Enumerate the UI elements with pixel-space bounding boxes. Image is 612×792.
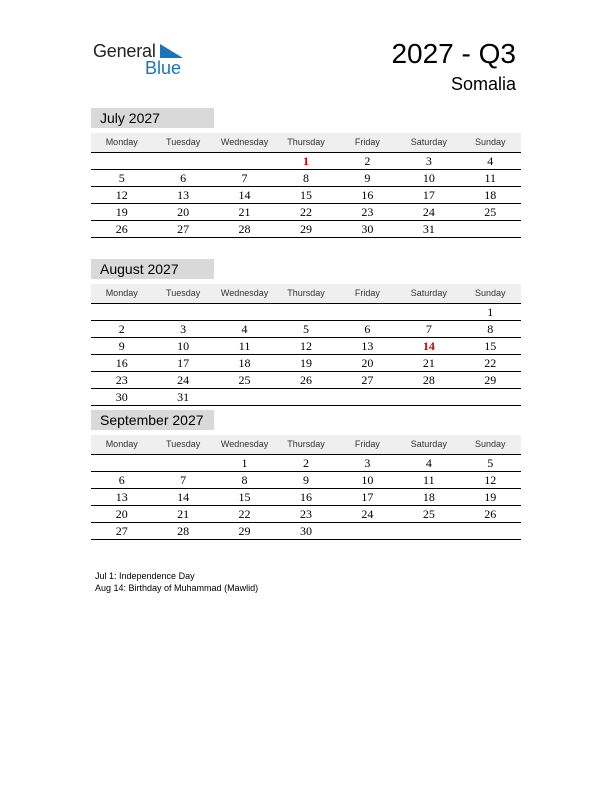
week-row bbox=[91, 523, 521, 540]
day-cell bbox=[214, 304, 275, 320]
day-cell: 3 bbox=[425, 154, 432, 168]
day-cell bbox=[460, 221, 521, 237]
day-cell: 1 bbox=[487, 305, 494, 319]
day-cell: 27 bbox=[177, 222, 190, 236]
day-cell: 8 bbox=[302, 171, 309, 185]
weekday-header: Monday bbox=[105, 439, 138, 449]
day-cell: 24 bbox=[422, 205, 435, 219]
day-cell: 10 bbox=[422, 171, 435, 185]
day-cell: 5 bbox=[487, 456, 494, 470]
weekday-header-row bbox=[91, 435, 521, 455]
month-july bbox=[91, 108, 521, 238]
day-cell bbox=[460, 389, 521, 405]
day-cell bbox=[398, 389, 459, 405]
day-cell: 6 bbox=[364, 322, 371, 336]
week-row bbox=[91, 321, 521, 338]
day-cell: 30 bbox=[361, 222, 374, 236]
day-cell: 28 bbox=[177, 524, 190, 538]
day-cell: 13 bbox=[115, 490, 128, 504]
week-row bbox=[91, 455, 521, 472]
day-cell: 30 bbox=[299, 524, 312, 538]
day-cell: 4 bbox=[241, 322, 248, 336]
day-cell: 11 bbox=[484, 171, 497, 185]
holiday-day-cell: 14 bbox=[422, 339, 435, 353]
day-cell: 26 bbox=[484, 507, 497, 521]
day-cell bbox=[337, 389, 398, 405]
day-cell: 27 bbox=[361, 373, 374, 387]
weekday-header: Thursday bbox=[287, 137, 325, 147]
day-cell: 15 bbox=[484, 339, 497, 353]
day-cell: 15 bbox=[299, 188, 312, 202]
day-cell bbox=[91, 153, 152, 169]
week-row bbox=[91, 472, 521, 489]
day-cell: 6 bbox=[118, 473, 125, 487]
day-cell bbox=[214, 389, 275, 405]
day-cell: 31 bbox=[422, 222, 435, 236]
day-cell bbox=[91, 304, 152, 320]
holiday-notes bbox=[95, 570, 258, 594]
day-cell: 24 bbox=[177, 373, 190, 387]
day-cell: 23 bbox=[299, 507, 312, 521]
day-cell: 7 bbox=[180, 473, 187, 487]
day-cell: 12 bbox=[484, 473, 497, 487]
day-cell: 2 bbox=[364, 154, 371, 168]
weekday-header-row bbox=[91, 133, 521, 153]
day-cell: 18 bbox=[238, 356, 251, 370]
day-cell: 18 bbox=[422, 490, 435, 504]
day-cell: 14 bbox=[177, 490, 190, 504]
weekday-header: Saturday bbox=[410, 439, 447, 449]
day-cell: 29 bbox=[299, 222, 312, 236]
weekday-header: Thursday bbox=[287, 288, 325, 298]
page-title: 2027 - Q3 bbox=[391, 38, 516, 69]
day-cell: 3 bbox=[364, 456, 371, 470]
day-cell: 21 bbox=[238, 205, 251, 219]
day-cell: 30 bbox=[115, 390, 128, 404]
day-cell: 8 bbox=[241, 473, 248, 487]
day-cell: 24 bbox=[361, 507, 374, 521]
day-cell: 22 bbox=[484, 356, 497, 370]
day-cell: 15 bbox=[238, 490, 251, 504]
day-cell bbox=[398, 523, 459, 539]
day-cell: 22 bbox=[299, 205, 312, 219]
day-cell: 4 bbox=[425, 456, 432, 470]
day-cell: 13 bbox=[177, 188, 190, 202]
day-cell: 23 bbox=[361, 205, 374, 219]
country-name: Somalia bbox=[450, 74, 516, 94]
weekday-header: Friday bbox=[354, 288, 380, 298]
day-cell: 21 bbox=[422, 356, 435, 370]
day-cell bbox=[214, 153, 275, 169]
logo-general-text: General bbox=[93, 41, 156, 61]
day-cell: 11 bbox=[423, 473, 435, 487]
day-cell bbox=[275, 389, 336, 405]
day-cell bbox=[91, 455, 152, 471]
day-cell: 6 bbox=[180, 171, 187, 185]
day-cell: 12 bbox=[299, 339, 312, 353]
day-cell bbox=[460, 523, 521, 539]
day-cell: 12 bbox=[115, 188, 128, 202]
day-cell: 11 bbox=[238, 339, 251, 353]
day-cell: 21 bbox=[177, 507, 190, 521]
day-cell: 22 bbox=[238, 507, 251, 521]
week-row bbox=[91, 355, 521, 372]
weekday-header: Saturday bbox=[410, 288, 447, 298]
day-cell: 3 bbox=[180, 322, 187, 336]
day-cell: 29 bbox=[484, 373, 497, 387]
day-cell: 16 bbox=[115, 356, 128, 370]
day-cell: 5 bbox=[302, 322, 309, 336]
weekday-header-row bbox=[91, 284, 521, 304]
day-cell bbox=[398, 304, 459, 320]
weekday-header: Tuesday bbox=[166, 439, 201, 449]
month-label: August 2027 bbox=[91, 259, 214, 279]
day-cell: 29 bbox=[238, 524, 251, 538]
day-cell: 13 bbox=[361, 339, 374, 353]
day-cell: 23 bbox=[115, 373, 128, 387]
day-cell: 16 bbox=[299, 490, 312, 504]
weekday-header: Wednesday bbox=[220, 439, 269, 449]
day-cell bbox=[337, 304, 398, 320]
day-cell bbox=[152, 304, 213, 320]
holiday-note: Jul 1: Independence Day bbox=[95, 571, 195, 581]
weekday-header: Wednesday bbox=[220, 288, 269, 298]
weekday-header: Wednesday bbox=[220, 137, 269, 147]
weekday-header: Sunday bbox=[474, 439, 506, 449]
weekday-header: Sunday bbox=[474, 288, 506, 298]
week-row bbox=[91, 338, 521, 355]
logo-blue-text: Blue bbox=[145, 58, 182, 78]
day-cell: 25 bbox=[422, 507, 435, 521]
weekday-header: Monday bbox=[105, 137, 138, 147]
weekday-header: Friday bbox=[354, 439, 380, 449]
day-cell: 9 bbox=[302, 473, 309, 487]
day-cell: 2 bbox=[302, 456, 309, 470]
day-cell: 7 bbox=[425, 322, 432, 336]
weekday-header: Tuesday bbox=[166, 288, 201, 298]
day-cell: 2 bbox=[118, 322, 125, 336]
day-cell: 7 bbox=[241, 171, 248, 185]
day-cell: 17 bbox=[361, 490, 374, 504]
holiday-day-cell: 1 bbox=[302, 154, 309, 168]
day-cell: 18 bbox=[484, 188, 497, 202]
holiday-note: Aug 14: Birthday of Muhammad (Mawlid) bbox=[95, 583, 259, 593]
week-row bbox=[91, 372, 521, 389]
week-row bbox=[91, 170, 521, 187]
day-cell: 19 bbox=[115, 205, 128, 219]
day-cell: 17 bbox=[177, 356, 190, 370]
day-cell: 10 bbox=[177, 339, 190, 353]
weekday-header: Thursday bbox=[287, 439, 325, 449]
week-row bbox=[91, 489, 521, 506]
week-row bbox=[91, 204, 521, 221]
weekday-header: Sunday bbox=[474, 137, 506, 147]
day-cell: 14 bbox=[238, 188, 251, 202]
month-september bbox=[91, 410, 521, 540]
weekday-header: Saturday bbox=[410, 137, 447, 147]
day-cell: 31 bbox=[177, 390, 190, 404]
day-cell: 28 bbox=[238, 222, 251, 236]
month-label: July 2027 bbox=[91, 108, 214, 128]
day-cell: 17 bbox=[422, 188, 435, 202]
day-cell: 27 bbox=[115, 524, 128, 538]
month-label: September 2027 bbox=[91, 410, 214, 430]
day-cell: 26 bbox=[115, 222, 128, 236]
weekday-header: Friday bbox=[354, 137, 380, 147]
week-row bbox=[91, 506, 521, 523]
month-august bbox=[91, 259, 521, 406]
week-row bbox=[91, 221, 521, 238]
day-cell bbox=[337, 523, 398, 539]
day-cell: 20 bbox=[177, 205, 190, 219]
day-cell: 20 bbox=[115, 507, 128, 521]
day-cell: 1 bbox=[241, 456, 248, 470]
day-cell bbox=[275, 304, 336, 320]
weekday-header: Tuesday bbox=[166, 137, 201, 147]
day-cell: 20 bbox=[361, 356, 374, 370]
day-cell bbox=[152, 153, 213, 169]
day-cell: 9 bbox=[118, 339, 125, 353]
weekday-header: Monday bbox=[105, 288, 138, 298]
week-row bbox=[91, 389, 521, 406]
day-cell: 28 bbox=[422, 373, 435, 387]
day-cell: 4 bbox=[487, 154, 494, 168]
day-cell: 25 bbox=[238, 373, 251, 387]
day-cell: 5 bbox=[118, 171, 125, 185]
day-cell: 19 bbox=[484, 490, 497, 504]
logo bbox=[93, 41, 193, 81]
day-cell: 19 bbox=[299, 356, 312, 370]
day-cell: 26 bbox=[299, 373, 312, 387]
week-row bbox=[91, 187, 521, 204]
week-row bbox=[91, 304, 521, 321]
day-cell bbox=[152, 455, 213, 471]
day-cell: 8 bbox=[487, 322, 494, 336]
day-cell: 25 bbox=[484, 205, 497, 219]
week-row bbox=[91, 153, 521, 170]
day-cell: 9 bbox=[364, 171, 371, 185]
day-cell: 16 bbox=[361, 188, 374, 202]
day-cell: 10 bbox=[361, 473, 374, 487]
